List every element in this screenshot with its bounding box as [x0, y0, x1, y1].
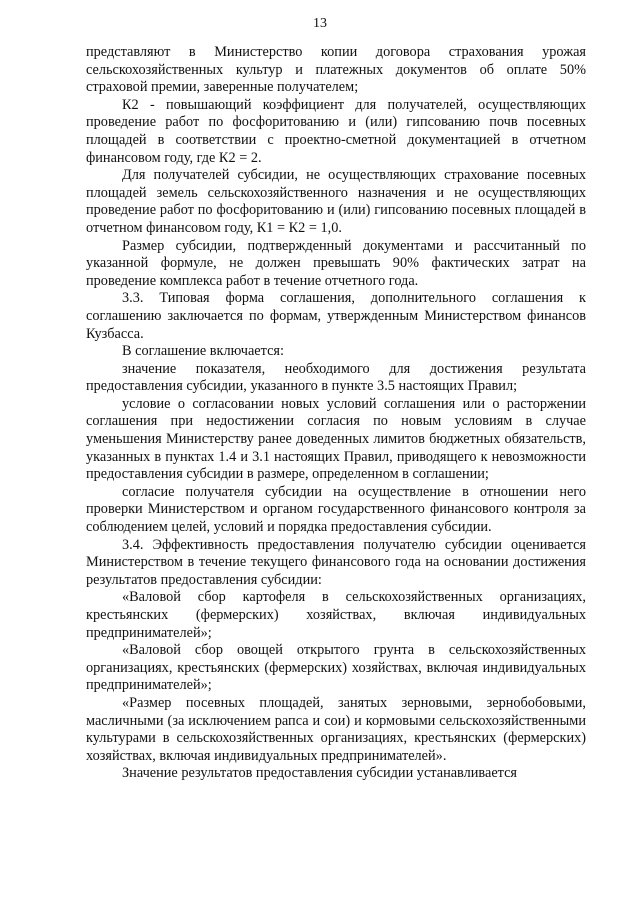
paragraph-3-4: 3.4. Эффективность предоставления получателю субсидии оценивается Министерством в течение текущего финансового года на основании достижения результатов предоставления субсидии:	[86, 536, 586, 588]
paragraph-3-3: 3.3. Типовая форма соглашения, дополнительного соглашения к соглашению заключается по формам, утвержденным Министерством финансов Кузбасса.	[86, 290, 586, 342]
paragraph-k1-k2-default: Для получателей субсидии, не осуществляющих страхование посевных площадей земель сельскохозяйственного назначения и не осуществляющих проведение работ по фосфоритованию и (или) гипсованию посевных площадей в отчетном финансовом году, К1 = К2 = 1,0.	[86, 167, 586, 236]
paragraph-result-vegetables: «Валовой сбор овощей открытого грунта в сельскохозяйственных организациях, крестьянских (фермерских) хозяйствах, включая индивидуальных предпринимателей»;	[86, 642, 586, 694]
paragraph-result-potatoes: «Валовой сбор картофеля в сельскохозяйственных организациях, крестьянских (фермерских) хозяйствах, включая индивидуальных предпринимателей»;	[86, 589, 586, 641]
paragraph-consent-inspection: согласие получателя субсидии на осуществление в отношении него проверки Министерством и органом государственного финансового контроля за соблюдением целей, условий и порядка предоставления субсидии.	[86, 483, 586, 536]
paragraph-new-conditions: условие о согласовании новых условий соглашения или о расторжении соглашения при недостижении согласия по новым условиям в случае уменьшения Министерству ранее доведенных лимитов бюджетных обязательств, указанных в пунктах 1.4 и 3.1 настоящих Правил, приводящего к невозможности предоставления субсидии в размере, определенном в соглашении;	[86, 395, 586, 483]
paragraph-result-sown-area: «Размер посевных площадей, занятых зерновыми, зернобобовыми, масличными (за исключением рапса и сои) и кормовыми сельскохозяйственными культурами в сельскохозяйственных организациях, крестьянских (фермерских) хозяйствах, включая индивидуальных предпринимателей».	[86, 694, 586, 764]
paragraph-subsidy-limit: Размер субсидии, подтвержденный документами и рассчитанный по указанной формуле, не должен превышать 90% фактических затрат на проведение комплекса работ в течение отчетного года.	[86, 237, 586, 289]
paragraph-k2-coefficient: К2 - повышающий коэффициент для получателей, осуществляющих проведение работ по фосфоритованию и (или) гипсованию почв посевных площадей в соответствии с проектно-сметной документацией в отчетном финансовом году, где К2 = 2.	[86, 96, 586, 166]
paragraph-agreement-includes: В соглашение включается:	[122, 343, 284, 360]
document-body	[86, 44, 586, 783]
paragraph-indicator-value: значение показателя, необходимого для достижения результата предоставления субсидии, указанного в пункте 3.5 настоящих Правил;	[86, 360, 586, 395]
paragraph-continuation: представляют в Министерство копии договора страхования урожая сельскохозяйственных культур и платежных документов об оплате 50% страховой премии, заверенные получателем;	[86, 44, 586, 96]
paragraph-result-value: Значение результатов предоставления субсидии устанавливается	[122, 765, 518, 782]
page-number: 13	[313, 16, 327, 31]
